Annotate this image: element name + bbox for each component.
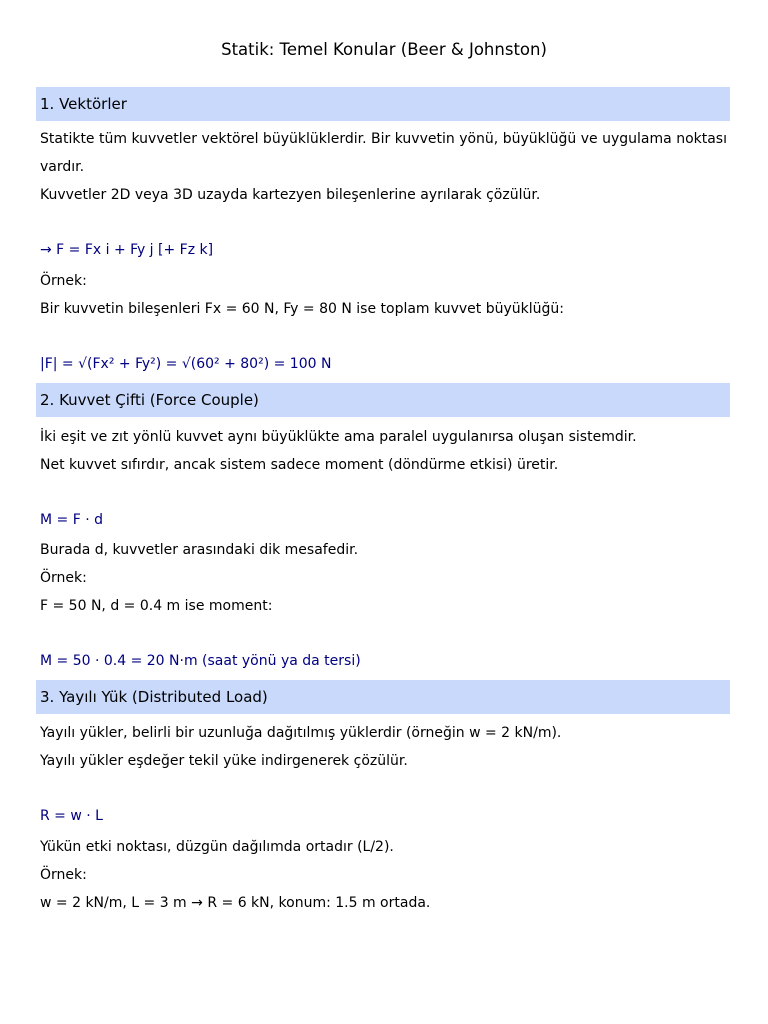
example-label: Örnek: [40, 570, 87, 586]
text-line: Net kuvvet sıfırdır, ancak sistem sadece moment (döndürme etkisi) üretir. [40, 457, 559, 473]
example-label: Örnek: [40, 867, 87, 883]
paragraph: Statikte tüm kuvvetler vektörel büyüklüklerdir. Bir kuvvetin yönü, büyüklüğü ve uygulama noktası vardır. [40, 131, 727, 175]
formula-vector: → F = Fx i + Fy j [+ Fz k] [40, 242, 214, 258]
text-line: Yayılı yükler, belirli bir uzunluğa dağıtılmış yüklerdir (örneğin w = 2 kN/m). [40, 725, 562, 741]
example-text: Bir kuvvetin bileşenleri Fx = 60 N, Fy = 80 N ise toplam kuvvet büyüklüğü: [40, 301, 564, 317]
example-text: F = 50 N, d = 0.4 m ise moment: [40, 598, 273, 614]
text-line: İki eşit ve zıt yönlü kuvvet aynı büyüklükte ama paralel uygulanırsa oluşan sistemdir. [40, 429, 637, 445]
note-text: Yükün etki noktası, düzgün dağılımda ortadır (L/2). [40, 839, 394, 855]
text-line: Yayılı yükler eşdeğer tekil yüke indirgenerek çözülür. [40, 753, 408, 769]
note-text: Burada d, kuvvetler arasındaki dik mesafedir. [40, 542, 359, 558]
formula-resultant: R = w · L [40, 808, 103, 824]
example-label: Örnek: [40, 273, 87, 289]
example-text: w = 2 kN/m, L = 3 m → R = 6 kN, konum: 1.5 m ortada. [40, 895, 431, 911]
section-heading: 2. Kuvvet Çifti (Force Couple) [40, 391, 259, 409]
formula-magnitude: |F| = √(Fx² + Fy²) = √(60² + 80²) = 100 N [40, 356, 332, 372]
formula-moment: M = F · d [40, 512, 103, 528]
formula-moment-result: M = 50 · 0.4 = 20 N·m (saat yönü ya da tersi) [40, 653, 361, 669]
page-title: Statik: Temel Konular (Beer & Johnston) [221, 40, 547, 59]
section-heading: 3. Yayılı Yük (Distributed Load) [40, 688, 268, 706]
section-header-kuvvet-cifti [36, 383, 730, 417]
text-line: Kuvvetler 2D veya 3D uzayda kartezyen bileşenlerine ayrılarak çözülür. [40, 187, 541, 203]
section-header-yayili-yuk [36, 680, 730, 714]
section-header-vektorler [36, 87, 730, 121]
section-heading: 1. Vektörler [40, 95, 127, 113]
